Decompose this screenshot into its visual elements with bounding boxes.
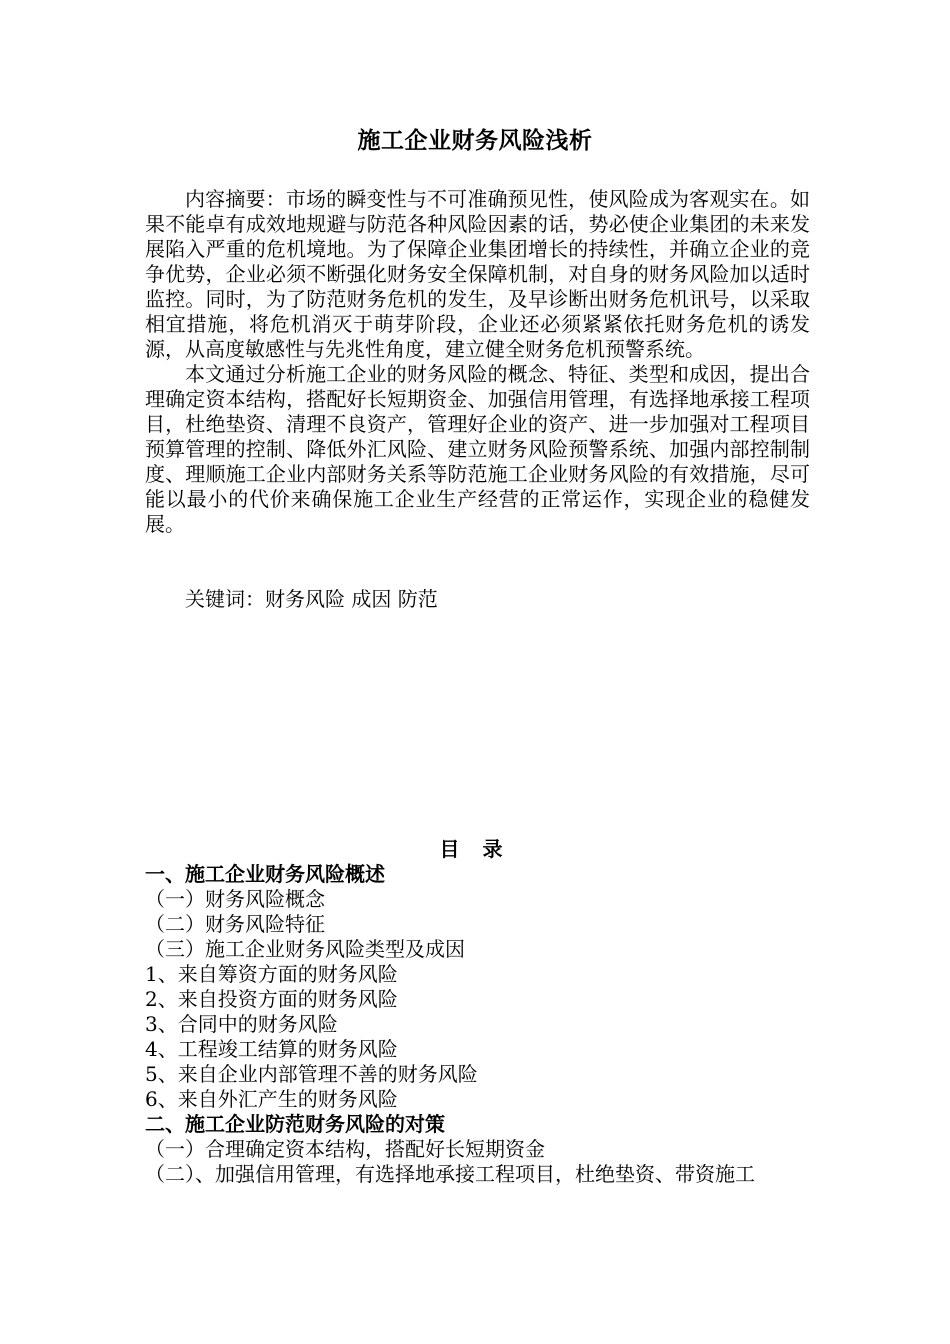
keywords-line: 关键词：财务风险 成因 防范	[185, 587, 438, 611]
toc-chapter-entry: 一、施工企业财务风险概述	[145, 862, 385, 886]
toc-entry: 3、合同中的财务风险	[145, 1012, 338, 1036]
table-of-contents	[145, 862, 810, 1187]
toc-entry: （二）、加强信用管理，有选择地承接工程项目，杜绝垫资、带资施工	[145, 1162, 755, 1186]
toc-entry: 1、来自筹资方面的财务风险	[145, 962, 398, 986]
toc-entry: 5、来自企业内部管理不善的财务风险	[145, 1062, 478, 1086]
toc-chapter-entry: 二、施工企业防范财务风险的对策	[145, 1112, 445, 1136]
toc-entry: 4、工程竣工结算的财务风险	[145, 1037, 398, 1061]
abstract-section	[145, 187, 810, 537]
abstract-paragraph: 本文通过分析施工企业的财务风险的概念、特征、类型和成因，提出合理确定资本结构，搭配好长短期资金、加强信用管理，有选择地承接工程项目，杜绝垫资、清理不良资产，管理好企业的资产、进一步加强对工程项目预算管理的控制、降低外汇风险、建立财务风险预警系统、加强内部控制制度、理顺施工企业内部财务关系等防范施工企业财务风险的有效措施，尽可能以最小的代价来确保施工企业生产经营的正常运作，实现企业的稳健发展。	[145, 362, 810, 536]
abstract-paragraph: 内容摘要：市场的瞬变性与不可准确预见性，使风险成为客观实在。如果不能卓有成效地规避与防范各种风险因素的话，势必使企业集团的未来发展陷入严重的危机境地。为了保障企业集团增长的持续性，并确立企业的竞争优势，企业必须不断强化财务安全保障机制，对自身的财务风险加以适时监控。同时，为了防范财务危机的发生，及早诊断出财务危机讯号，以采取相宜措施，将危机消灭于萌芽阶段，企业还必须紧紧依托财务危机的诱发源，从高度敏感性与先兆性角度，建立健全财务危机预警系统。	[145, 187, 810, 361]
toc-entry: （二）财务风险特征	[145, 912, 325, 936]
toc-entry: （三）施工企业财务风险类型及成因	[145, 937, 465, 961]
toc-entry: （一）合理确定资本结构，搭配好长短期资金	[145, 1137, 545, 1161]
toc-entry: 6、来自外汇产生的财务风险	[145, 1087, 398, 1111]
toc-entry: 2、来自投资方面的财务风险	[145, 987, 398, 1011]
toc-heading: 目 录	[439, 837, 511, 861]
toc-entry: （一）财务风险概念	[145, 887, 325, 911]
document-title: 施工企业财务风险浅析	[357, 127, 593, 154]
